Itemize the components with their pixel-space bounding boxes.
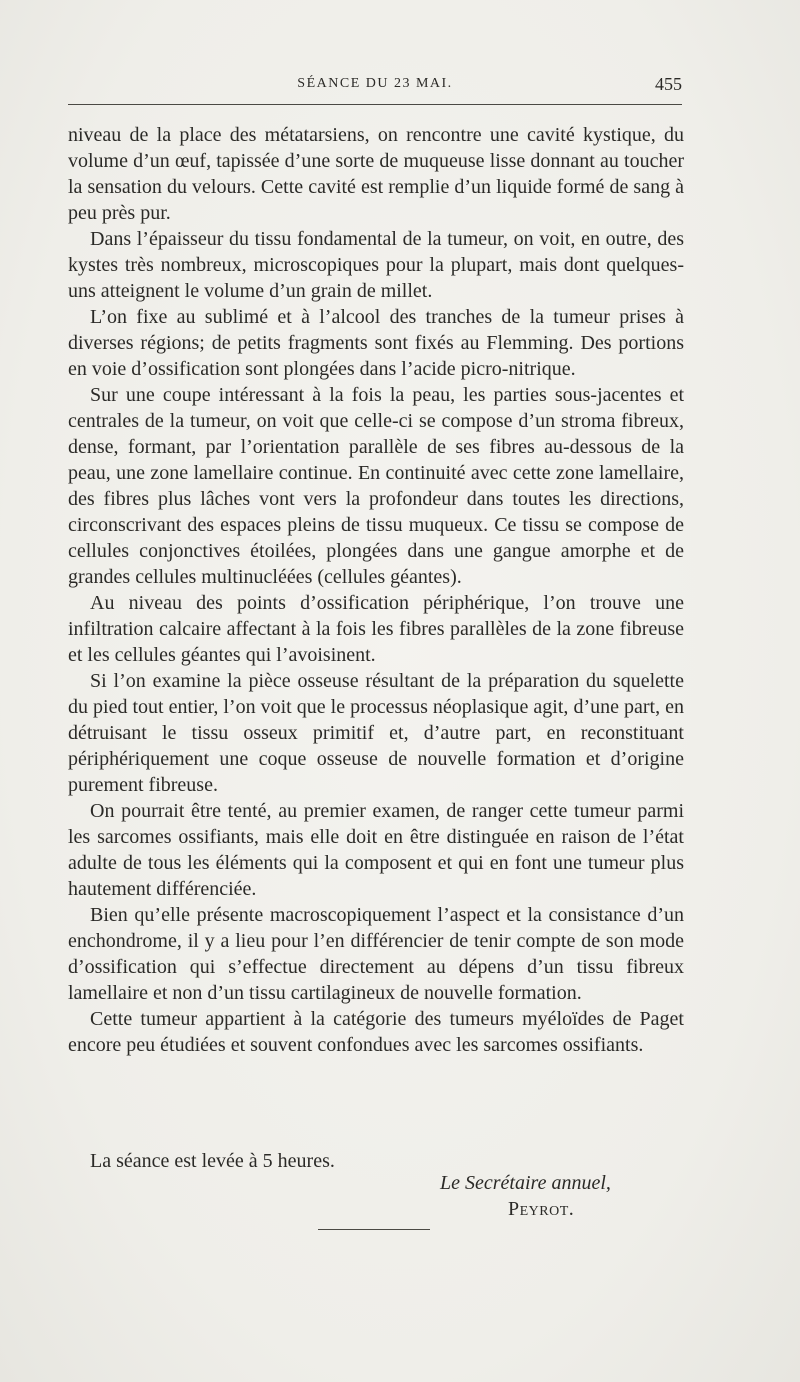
signature-role: Le Secrétaire annuel,	[440, 1172, 611, 1194]
paragraph: Sur une coupe intéressant à la fois la peau, les parties sous-jacentes et centrales de la tumeur, on voit que celle-ci se compose d’un stroma fibreux, dense, formant, par l’orientation parallèle de ses fibres au-dessous de la peau, une zone lamellaire continue. En continuité avec cette zone lamellaire, des fibres plus lâches vont vers la profondeur dans toutes les directions, circonscrivant des espaces pleins de tissu muqueux. Ce tissu se compose de cellules conjonctives étoilées, plongées dans une gangue amorphe et de grandes cellules multinucléées (cellules géantes).	[68, 384, 684, 588]
running-head: SÉANCE DU 23 MAI.	[297, 76, 453, 91]
paragraph: Si l’on examine la pièce osseuse résultant de la préparation du squelette du pied tout entier, l’on voit que le processus néoplasique agit, d’une part, en détruisant le tissu osseux primitif et, d’autre part, en reconstituant périphériquement une coque osseuse de nouvelle formation et d’origine purement fibreuse.	[68, 670, 684, 796]
paragraph: L’on fixe au sublimé et à l’alcool des tranches de la tumeur prises à diverses régions; de petits fragments sont fixés au Flemming. Des portions en voie d’ossification sont plongées dans l’acide picro-nitrique.	[68, 306, 684, 380]
body-text	[68, 122, 684, 1058]
closing-line: La séance est levée à 5 heures.	[90, 1150, 335, 1172]
signature-name: Peyrot.	[508, 1198, 575, 1220]
paragraph: Bien qu’elle présente macroscopiquement l’aspect et la consistance d’un enchondrome, il y a lieu pour l’en différencier de tenir compte de son mode d’ossification qui s’effectue directement au dépens d’un tissu fibreux lamellaire et non d’un tissu cartilagineux de nouvelle formation.	[68, 904, 684, 1004]
page-header	[68, 74, 682, 98]
end-rule	[318, 1229, 430, 1230]
paragraph-continuation: niveau de la place des métatarsiens, on rencontre une cavité kystique, du volume d’un œuf, tapissée d’une sorte de muqueuse lisse donnant au toucher la sensation du velours. Cette cavité est remplie d’un liquide formé de sang à peu près pur.	[68, 124, 684, 224]
header-rule	[68, 104, 682, 105]
page-number: 455	[655, 74, 682, 94]
paragraph: Cette tumeur appartient à la catégorie des tumeurs myéloïdes de Paget encore peu étudiées et souvent confondues avec les sarcomes ossifiants.	[68, 1008, 684, 1056]
paragraph: On pourrait être tenté, au premier examen, de ranger cette tumeur parmi les sarcomes ossifiants, mais elle doit en être distinguée en raison de l’état adulte de tous les éléments qui la composent et qui en font une tumeur plus hautement différenciée.	[68, 800, 684, 900]
paragraph: Au niveau des points d’ossification périphérique, l’on trouve une infiltration calcaire affectant à la fois les fibres parallèles de la zone fibreuse et les cellules géantes qui l’avoisinent.	[68, 592, 684, 666]
paragraph: Dans l’épaisseur du tissu fondamental de la tumeur, on voit, en outre, des kystes très nombreux, microscopiques pour la plupart, mais dont quelques-uns atteignent le volume d’un grain de millet.	[68, 228, 684, 302]
signature-block	[440, 1170, 680, 1222]
